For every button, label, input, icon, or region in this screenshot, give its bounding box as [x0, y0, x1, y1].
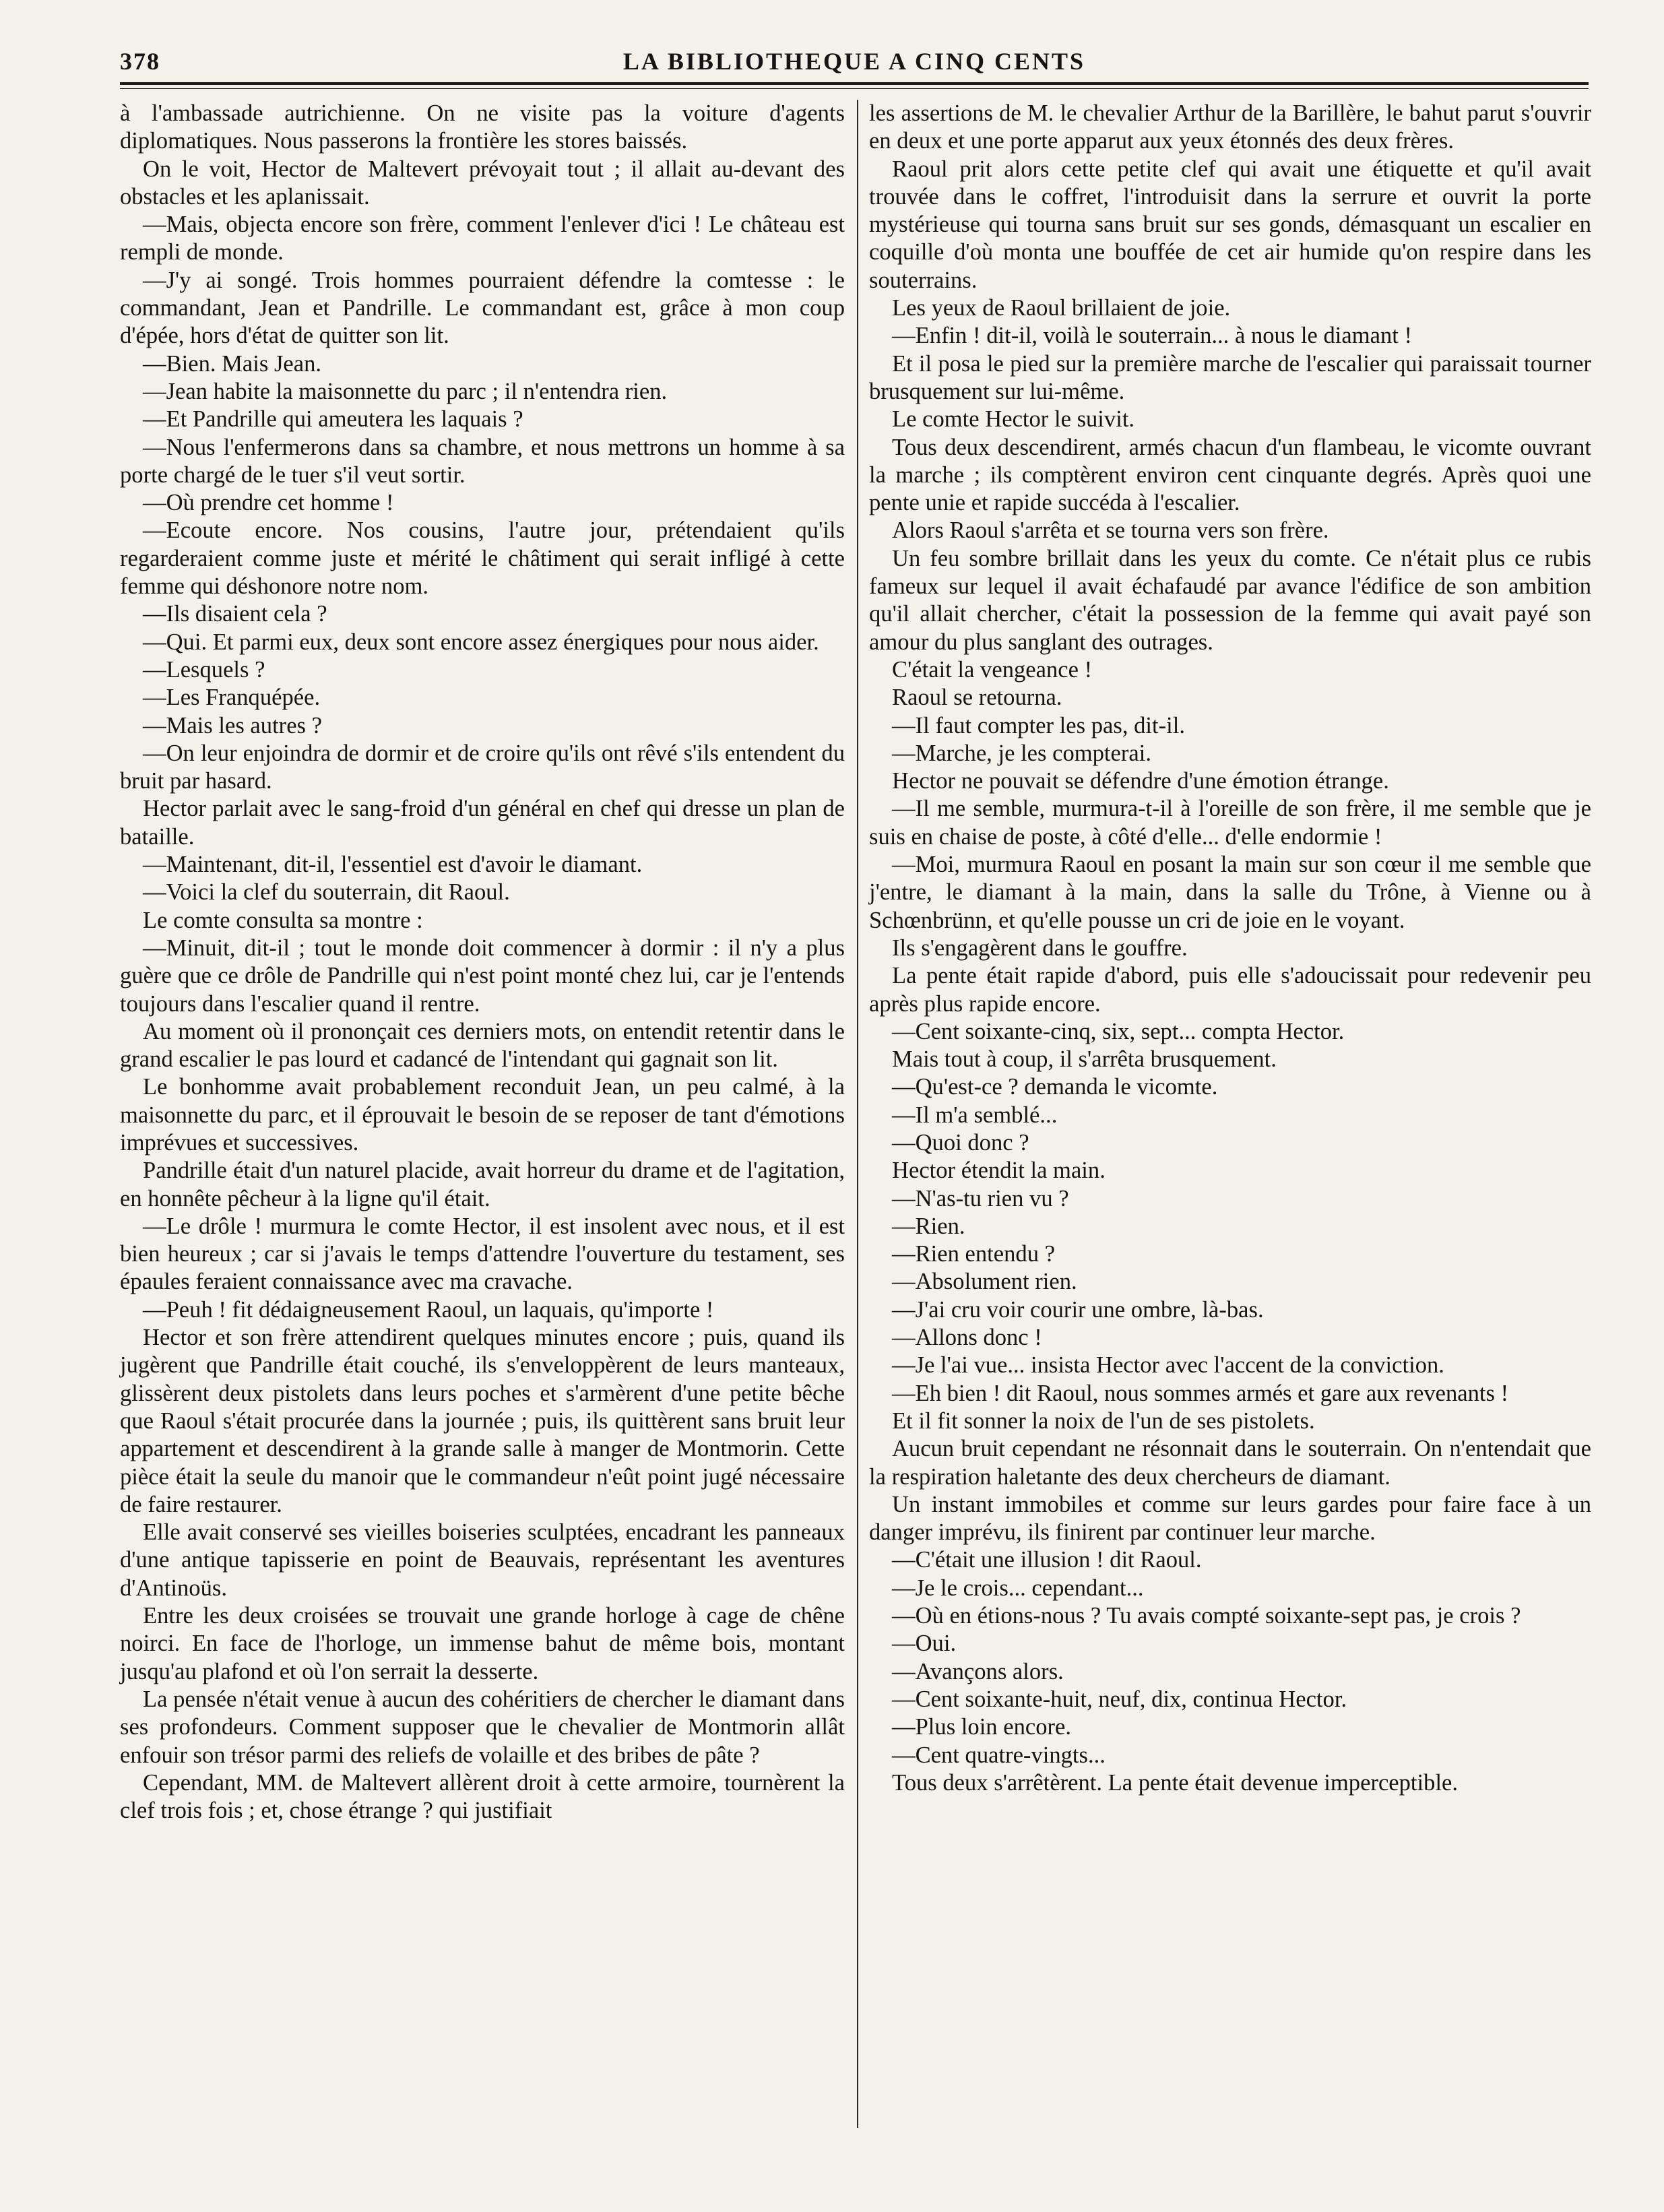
- paragraph: —Oui.: [892, 1631, 957, 1657]
- paragraph: —Peuh ! fit dédaigneusement Raoul, un laquais, qu'importe !: [143, 1296, 714, 1323]
- paragraph: On le voit, Hector de Maltevert prévoyait tout ; il allait au-devant des obstacles et les aplanissait.: [120, 156, 845, 210]
- paragraph: Raoul prit alors cette petite clef qui avait une étiquette et qu'il avait trouvée dans le coffret, l'introduisit dans la serrure et ouvrit la porte mystérieuse qui tourna sans bruit sur ses gonds, démasquant un escalier en coquille d'où monta une bouffée de cet air humide qu'on respire dans les souterrains.: [869, 156, 1591, 293]
- paragraph: —Cent quatre-vingts...: [892, 1742, 1106, 1768]
- paragraph: —Minuit, dit-il ; tout le monde doit commencer à dormir : il n'y a plus guère que ce drôle de Pandrille qui n'est point monté chez lui, car je l'entends toujours dans l'escalier quand il rentre.: [120, 935, 845, 1017]
- paragraph: —Je l'ai vue... insista Hector avec l'accent de la conviction.: [892, 1352, 1444, 1379]
- paragraph: —Le drôle ! murmura le comte Hector, il est insolent avec nous, et il est bien heureux ; car si j'avais le temps d'attendre l'ouverture du testament, ses épaules feraient connaissance avec ma cravache.: [120, 1213, 845, 1295]
- paragraph: Elle avait conservé ses vieilles boiseries sculptées, encadrant les panneaux d'une antique tapisserie en point de Beauvais, représentant les aventures d'Antinoüs.: [120, 1519, 845, 1601]
- paragraph: —Il faut compter les pas, dit-il.: [892, 712, 1185, 738]
- paragraph: Entre les deux croisées se trouvait une grande horloge à cage de chêne noirci. En face de l'horloge, un immense bahut de même bois, montant jusqu'au plafond et où l'on serrait la desserte.: [120, 1603, 845, 1684]
- paragraph: Le bonhomme avait probablement reconduit Jean, un peu calmé, à la maisonnette du parc, et il éprouvait le besoin de se reposer de tant d'émotions imprévues et successives.: [120, 1074, 845, 1156]
- paragraph: Alors Raoul s'arrêta et se tourna vers son frère.: [892, 517, 1329, 544]
- paragraph: Hector et son frère attendirent quelques minutes encore ; puis, quand ils jugèrent que Pandrille était couché, ils s'enveloppèrent de leurs manteaux, glissèrent deux pistolets dans leurs poches et s'armèrent d'une petite bêche que Raoul s'était procurée dans la journée ; puis, ils quittèrent sans bruit leur appartement et descendirent à la grande salle à manger de Montmorin. Cette pièce était la seule du manoir que le commandeur n'eût point jugé nécessaire de faire restaurer.: [120, 1325, 845, 1517]
- paragraph: Hector étendit la main.: [892, 1158, 1106, 1184]
- paragraph: —Lesquels ?: [143, 656, 265, 683]
- paragraph: —Rien entendu ?: [892, 1241, 1055, 1267]
- paragraph: —N'as-tu rien vu ?: [892, 1185, 1069, 1211]
- paragraph: —Voici la clef du souterrain, dit Raoul.: [143, 879, 510, 906]
- header-rule-thin: [120, 88, 1589, 89]
- paragraph: Hector ne pouvait se défendre d'une émotion étrange.: [892, 768, 1389, 794]
- paragraph: —Cent soixante-huit, neuf, dix, continua Hector.: [892, 1686, 1347, 1712]
- paragraph: Ils s'engagèrent dans le gouffre.: [892, 935, 1188, 961]
- running-title: LA BIBLIOTHEQUE A CINQ CENTS: [622, 48, 1086, 75]
- paragraph: Cependant, MM. de Maltevert allèrent droit à cette armoire, tournèrent la clef trois fois ; et, chose étrange ? qui justifiait: [120, 1769, 845, 1824]
- paragraph: —Il me semble, murmura-t-il à l'oreille de son frère, il me semble que je suis en chaise de poste, à côté d'elle... d'elle endormie !: [869, 796, 1591, 850]
- right-column: [869, 100, 1591, 1797]
- paragraph: —Moi, murmura Raoul en posant la main sur son cœur il me semble que j'entre, le diamant à la main, dans la salle du Trône, à Vienne ou à Schœnbrünn, et qu'elle pousse un cri de joie en le voyant.: [869, 852, 1591, 933]
- paragraph: —J'y ai songé. Trois hommes pourraient défendre la comtesse : le commandant, Jean et Pandrille. Le commandant est, grâce à mon coup d'épée, hors d'état de quitter son lit.: [120, 267, 845, 349]
- paragraph: Hector parlait avec le sang-froid d'un général en chef qui dresse un plan de bataille.: [120, 796, 845, 850]
- paragraph: C'était la vengeance !: [892, 656, 1093, 683]
- paragraph: La pente était rapide d'abord, puis elle s'adoucissait pour redevenir peu après plus rapide encore.: [869, 963, 1591, 1017]
- paragraph: à l'ambassade autrichienne. On ne visite pas la voiture d'agents diplomatiques. Nous passerons la frontière les stores baissés.: [120, 100, 845, 154]
- paragraph: Un feu sombre brillait dans les yeux du comte. Ce n'était plus ce rubis fameux sur lequel il avait échafaudé par avance l'édifice de son ambition qu'il allait chercher, c'était la possession de la femme qui avait payé son amour du plus sanglant des outrages.: [869, 545, 1591, 655]
- paragraph: —Bien. Mais Jean.: [143, 350, 322, 377]
- paragraph: —Maintenant, dit-il, l'essentiel est d'avoir le diamant.: [143, 852, 643, 878]
- paragraph: —Mais les autres ?: [143, 712, 322, 738]
- paragraph: —Qu'est-ce ? demanda le vicomte.: [892, 1074, 1218, 1100]
- paragraph: les assertions de M. le chevalier Arthur de la Barillère, le bahut parut s'ouvrir en deux et une porte apparut aux yeux étonnés des deux frères.: [869, 100, 1591, 154]
- paragraph: Au moment où il prononçait ces derniers mots, on entendit retentir dans le grand escalier le pas lourd et cadancé de l'intendant qui gagnait son lit.: [120, 1018, 845, 1073]
- paragraph: Les yeux de Raoul brillaient de joie.: [892, 295, 1231, 321]
- paragraph: —Il m'a semblé...: [892, 1102, 1058, 1128]
- header-rule: [120, 82, 1589, 85]
- paragraph: Raoul se retourna.: [892, 685, 1062, 711]
- paragraph: —Où en étions-nous ? Tu avais compté soixante-sept pas, je crois ?: [892, 1603, 1521, 1629]
- paragraph: —Absolument rien.: [892, 1269, 1077, 1295]
- paragraph: Et il fit sonner la noix de l'un de ses pistolets.: [892, 1408, 1315, 1434]
- paragraph: —J'ai cru voir courir une ombre, là-bas.: [892, 1296, 1264, 1323]
- paragraph: —Où prendre cet homme !: [143, 490, 394, 516]
- paragraph: Aucun bruit cependant ne résonnait dans le souterrain. On n'entendait que la respiration haletante des deux chercheurs de diamant.: [869, 1436, 1591, 1490]
- paragraph: Un instant immobiles et comme sur leurs gardes pour faire face à un danger imprévu, ils finirent par continuer leur marche.: [869, 1491, 1591, 1546]
- paragraph: —On leur enjoindra de dormir et de croire qu'ils ont rêvé s'ils entendent du bruit par hasard.: [120, 740, 845, 794]
- paragraph: —Plus loin encore.: [892, 1714, 1072, 1740]
- paragraph: —Nous l'enfermerons dans sa chambre, et nous mettrons un homme à sa porte chargé de le tuer s'il veut sortir.: [120, 434, 845, 488]
- paragraph: —Les Franquépée.: [143, 685, 321, 711]
- left-column: [120, 100, 845, 1825]
- paragraph: —Qui. Et parmi eux, deux sont encore assez énergiques pour nous aider.: [143, 629, 819, 655]
- paragraph: —Rien.: [892, 1213, 965, 1239]
- paragraph: Pandrille était d'un naturel placide, avait horreur du drame et de l'agitation, en honnête pêcheur à la ligne qu'il était.: [120, 1158, 845, 1211]
- paragraph: —Enfin ! dit-il, voilà le souterrain... à nous le diamant !: [892, 323, 1413, 349]
- paragraph: —Je le crois... cependant...: [892, 1575, 1144, 1601]
- paragraph: Mais tout à coup, il s'arrêta brusquement.: [892, 1046, 1277, 1073]
- page-number: 378: [120, 48, 160, 75]
- paragraph: —Cent soixante-cinq, six, sept... compta Hector.: [892, 1018, 1345, 1044]
- paragraph: —Ecoute encore. Nos cousins, l'autre jour, prétendaient qu'ils regarderaient comme juste et mérité le châtiment qui serait infligé à cette femme qui déshonore notre nom.: [120, 517, 845, 600]
- paragraph: —Quoi donc ?: [892, 1129, 1029, 1156]
- paragraph: Tous deux s'arrêtèrent. La pente était devenue imperceptible.: [892, 1769, 1459, 1796]
- paragraph: La pensée n'était venue à aucun des cohéritiers de chercher le diamant dans ses profondeurs. Comment supposer que le chevalier de Montmorin allât enfouir son trésor parmi des reliefs de volaille et des bribes de pâte ?: [120, 1686, 845, 1768]
- paragraph: —Avançons alors.: [892, 1658, 1064, 1684]
- paragraph: Et il posa le pied sur la première marche de l'escalier qui paraissait tourner brusquement sur lui-même.: [869, 350, 1591, 404]
- paragraph: —Ils disaient cela ?: [143, 601, 327, 627]
- paragraph: —Et Pandrille qui ameutera les laquais ?: [143, 406, 523, 433]
- paragraph: —C'était une illusion ! dit Raoul.: [892, 1547, 1202, 1573]
- paragraph: —Marche, je les compterai.: [892, 740, 1152, 766]
- paragraph: —Allons donc !: [892, 1325, 1042, 1351]
- paragraph: —Eh bien ! dit Raoul, nous sommes armés et gare aux revenants !: [892, 1380, 1509, 1406]
- paragraph: —Jean habite la maisonnette du parc ; il n'entendra rien.: [143, 378, 668, 404]
- column-divider: [857, 100, 858, 2128]
- paragraph: Le comte Hector le suivit.: [892, 406, 1135, 433]
- paragraph: Le comte consulta sa montre :: [143, 907, 423, 933]
- paragraph: —Mais, objecta encore son frère, comment l'enlever d'ici ! Le château est rempli de monde.: [120, 212, 845, 265]
- paragraph: Tous deux descendirent, armés chacun d'un flambeau, le vicomte ouvrant la marche ; ils comptèrent environ cent cinquante degrés. Après quoi une pente unie et rapide succéda à l'escalier.: [869, 434, 1591, 516]
